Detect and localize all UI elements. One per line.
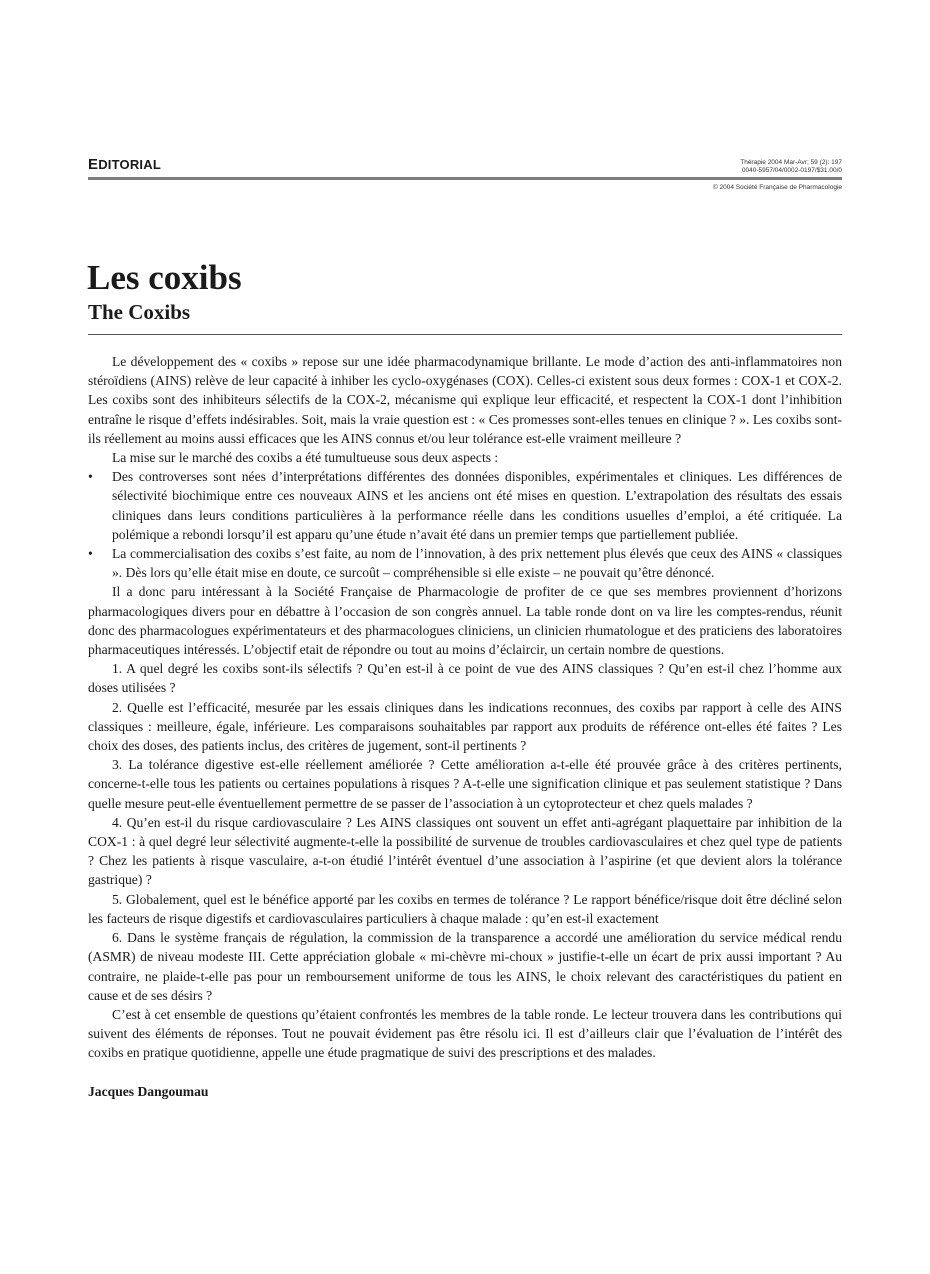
question-2: 2. Quelle est l’efficacité, mesurée par les essais cliniques dans les indications reconnues, des coxibs par rapport à celle des AINS classiques : meilleure, égale, inférieure. Les comparaisons souhaitables par rapport aux produits de référence ont-elles été faites ? Les choix des doses, des patients inclus, des critères de jugement, sont-il pertinents ? <box>88 699 842 754</box>
paragraph-round-table: Il a donc paru intéressant à la Société Française de Pharmacologie de profiter de ce que ses membres proviennent d’horizons pharmacologiques divers pour en débattre à l’occasion de son congrès annuel. La table ronde dont on va lire les comptes-rendus, réunit donc des pharmacologues expérimentateurs et des pharmacologues cliniciens, un clinicien rhumatologue et des praticiens des laboratoires pharmaceutiques intéressés. L’objectif etait de répondre ou tout au moins d’éclaircir, un certain nombre de questions. <box>88 584 842 658</box>
paragraph-aspects: La mise sur le marché des coxibs a été tumultueuse sous deux aspects : <box>112 450 499 466</box>
article-body <box>88 352 842 1063</box>
list-item <box>88 544 842 582</box>
section-label-initial: E <box>88 156 99 173</box>
aspects-list <box>88 467 842 582</box>
question-6: 6. Dans le système français de régulation, la commission de la transparence a accordé une amélioration du service médical rendu (ASMR) de niveau modeste III. Cette appréciation globale « mi-chèvre mi-choux » justifie-t-elle un écart de prix aussi important ? Au contraire, ne plaide-t-elle pas pour un remboursement uniforme de tous les AINS, le choix relevant des caractéristiques du patient en cause et de ses désirs ? <box>88 930 842 1003</box>
section-label-rest: DITORIAL <box>98 157 161 172</box>
bullet-icon: • <box>88 546 93 562</box>
article-title: Les coxibs <box>87 258 242 297</box>
title-rule <box>88 334 842 335</box>
question-1: 1. A quel degré les coxibs sont-ils sélectifs ? Qu’en est-il à ce point de vue des AINS classiques ? Qu’en est-il chez l’homme aux doses utilisées ? <box>88 661 842 696</box>
author-name: Jacques Dangoumau <box>88 1084 209 1099</box>
list-item <box>88 467 842 544</box>
question-5: 5. Globalement, quel est le bénéfice apporté par les coxibs en termes de tolérance ? Le rapport bénéfice/risque doit être décliné selon les facteurs de risque digestifs et cardiovasculaires particuliers à chaque malade : qu’en est-il exactement <box>88 891 842 926</box>
list-item-text: Des controverses sont nées d’interprétations différentes des données disponibles, expérimentales et cliniques. Les différences de sélectivité biochimique entre ces nouveaux AINS et les anciens ont été mises en question. L’extrapolation des résultats des essais cliniques dans leurs conditions particulières à la performance réelle dans les conditions usuelles d’emploi, a été critiquée. La polémique a rebondi lorsqu’il est apparu qu’une étude n’avait été dans un premier temps que partiellement publiée. <box>112 469 842 542</box>
copyright-notice: © 2004 Société Française de Pharmacologie <box>712 184 842 191</box>
question-3: 3. La tolérance digestive est-elle réellement améliorée ? Cette amélioration a-t-elle été prouvée grâce à des critères pertinents, concerne-t-elle tous les patients ou certaines populations à risques ? A-t-elle une signification clinique et pas seulement statistique ? Dans quelle mesure peut-elle éventuellement permettre de se passer de l’association à un cytoprotecteur et chez quels malades ? <box>88 757 842 811</box>
paragraph-intro: Le développement des « coxibs » repose sur une idée pharmacodynamique brillante. Le mode d’action des anti-inflammatoires non stéroïdiens (AINS) relève de leur capacité à inhiber les cyclo-oxygénases (COX). Celles-ci existent sous deux formes : COX-1 et COX-2. Les coxibs sont des inhibiteurs sélectifs de la COX-2, mécanisme qui explique leur efficacité, et respectent la COX-1 dont l’inhibition entraîne le risque d’effets indésirables. Soit, mais la vraie question est : « Ces promesses sont-elles tenues en clinique ? ». Les coxibs sont-ils réellement au moins aussi efficaces que les AINS connus et/ou leur tolérance est-elle vraiment meilleure ? <box>88 354 842 446</box>
header-rule <box>88 177 842 180</box>
journal-citation <box>740 159 842 175</box>
journal-issn-line: 0040-5957/04/0002-0197/$31.00/0 <box>741 167 842 174</box>
section-label <box>88 156 161 173</box>
journal-citation-line: Thérapie 2004 Mar-Avr; 59 (2): 197 <box>740 159 842 166</box>
list-item-text: La commercialisation des coxibs s’est faite, au nom de l’innovation, à des prix nettement plus élevés que ceux des AINS « classiques ». Dès lors qu’elle était mise en doute, ce surcoût – compréhensible si elle existe – ne pouvait qu’être dénoncé. <box>112 546 842 581</box>
question-4: 4. Qu’en est-il du risque cardiovasculaire ? Les AINS classiques ont souvent un effet anti-agrégant plaquettaire par inhibition de la COX-1 : à quel degré leur sélectivité augmente-t-elle la possibilité de survenue de troubles cardiovasculaires et chez quel type de patients ? Chez les patients à risque vasculaire, a-t-on étudié l’intérêt éventuel d’une association à l’aspirine (et que devient alors la tolérance gastrique) ? <box>88 814 842 888</box>
bullet-icon: • <box>88 469 93 485</box>
paragraph-conclusion: C’est à cet ensemble de questions qu’étaient confrontés les membres de la table ronde. Le lecteur trouvera dans les contributions qui suivent des éléments de réponses. Tout ne pouvait évidement pas être résolu ici. Il est d’ailleurs clair que l’évaluation de l’intérêt des coxibs en pratique quotidienne, appelle une étude pragmatique de suivi des prescriptions et des malades. <box>88 1006 842 1061</box>
article-subtitle: The Coxibs <box>88 300 191 324</box>
